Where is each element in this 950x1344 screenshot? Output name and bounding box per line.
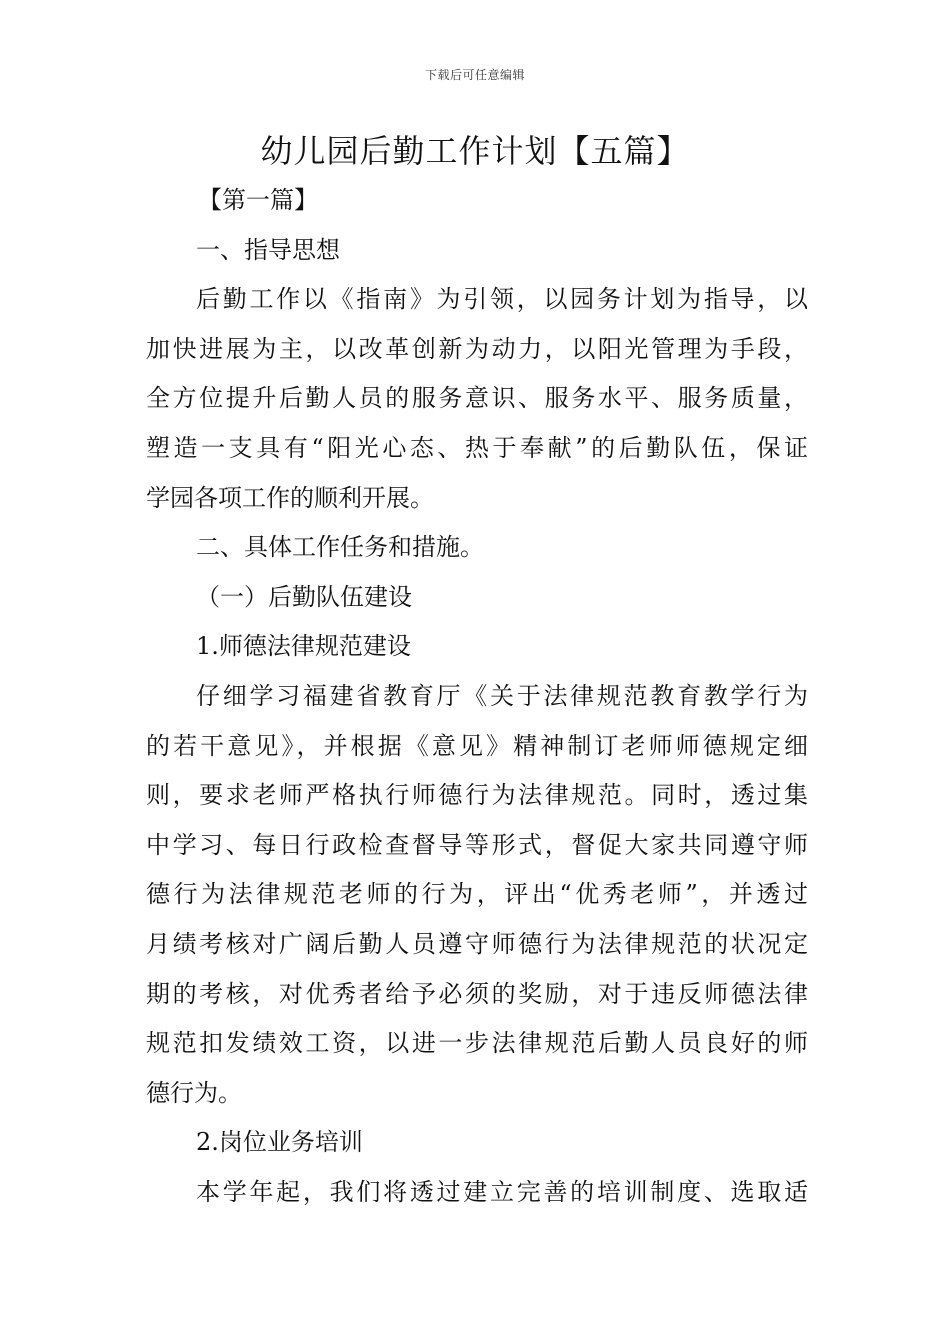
section-heading-1: 一、指导思想 bbox=[196, 235, 340, 264]
paragraph-line: 后勤工作以《指南》为引领，以园务计划为指导，以 bbox=[196, 285, 808, 314]
paragraph-line: 全方位提升后勤人员的服务意识、服务水平、服务质量， bbox=[146, 384, 808, 413]
paragraph-line: 中学习、每日行政检查督导等形式，督促大家共同遵守师 bbox=[146, 830, 808, 859]
document-body bbox=[146, 176, 808, 1217]
paragraph-line: 则，要求老师严格执行师德行为法律规范。同时，透过集 bbox=[146, 781, 808, 810]
document-title: 幼儿园后勤工作计划【五篇】 bbox=[260, 132, 690, 170]
subsection-heading: （一）后勤队伍建设 bbox=[196, 582, 412, 611]
paragraph-line: 仔细学习福建省教育厅《关于法律规范教育教学行为 bbox=[196, 681, 808, 710]
page-header-note: 下载后可任意编辑 bbox=[424, 68, 525, 82]
paragraph-line: 月绩考核对广阔后勤人员遵守师德行为法律规范的状况定 bbox=[146, 929, 808, 958]
item-heading-1: 1.师德法律规范建设 bbox=[196, 632, 411, 661]
section-heading-2: 二、具体工作任务和措施。 bbox=[196, 533, 484, 562]
paragraph-line: 期的考核，对优秀者给予必须的奖励，对于违反师德法律 bbox=[146, 979, 808, 1008]
paragraph-line: 塑造一支具有“阳光心态、热于奉献”的后勤队伍，保证 bbox=[146, 433, 808, 462]
paragraph-line: 规范扣发绩效工资，以进一步法律规范后勤人员良好的师 bbox=[146, 1029, 808, 1058]
paragraph-line: 德行为。 bbox=[146, 1078, 242, 1107]
paragraph-line: 本学年起，我们将透过建立完善的培训制度、选取适 bbox=[196, 1177, 808, 1206]
part-heading: 【第一篇】 bbox=[198, 186, 318, 214]
paragraph-line: 学园各项工作的顺利开展。 bbox=[146, 483, 434, 512]
item-heading-2: 2.岗位业务培训 bbox=[196, 1128, 363, 1157]
paragraph-line: 加快进展为主，以改革创新为动力，以阳光管理为手段， bbox=[146, 334, 808, 363]
paragraph-line: 德行为法律规范老师的行为，评出“优秀老师”，并透过 bbox=[146, 880, 808, 909]
paragraph-line: 的若干意见》，并根据《意见》精神制订老师师德规定细 bbox=[146, 731, 808, 760]
